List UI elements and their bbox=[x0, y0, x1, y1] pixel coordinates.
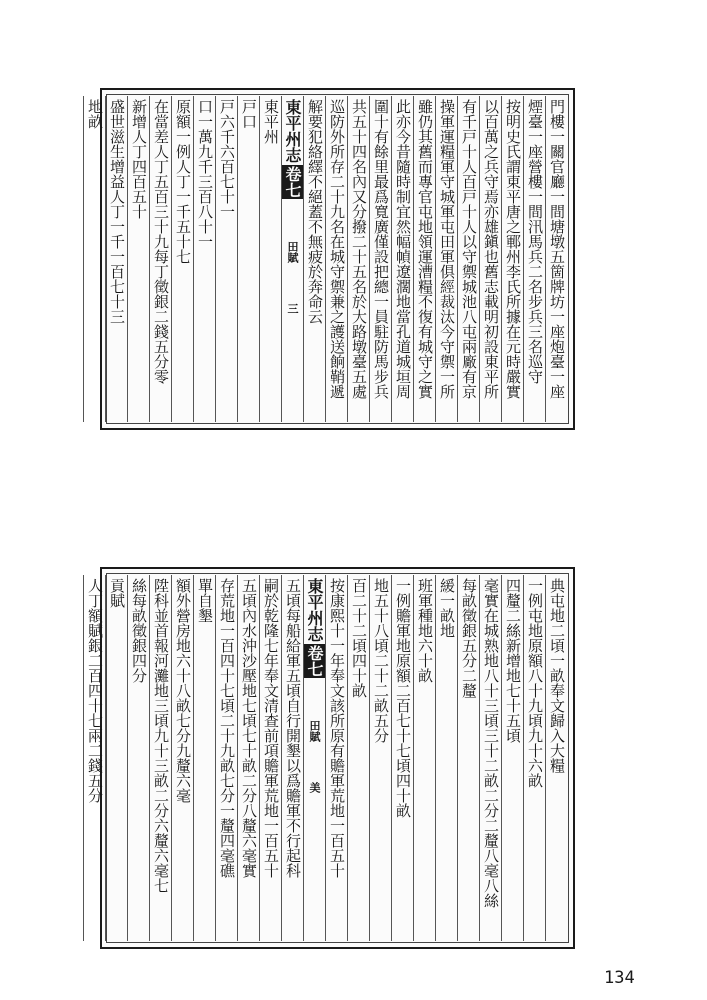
column-text: 人丁額賦銀二百四十七兩二錢五分 bbox=[86, 578, 104, 803]
bottom-leaf-column bbox=[545, 575, 567, 941]
column-text: 圍十有餘里最爲寬廣僅設把總一員駐防馬步兵 bbox=[372, 99, 390, 399]
top-leaf-column bbox=[435, 96, 457, 422]
top-leaf-column bbox=[259, 96, 281, 422]
folio-number: 三 bbox=[286, 303, 299, 314]
column-text: 一例贍軍地原額二百七十七頃四十畝 bbox=[394, 578, 412, 818]
bottom-leaf-column bbox=[523, 575, 545, 941]
column-text: 貢賦 bbox=[108, 578, 126, 608]
bottom-leaf-column bbox=[83, 575, 105, 941]
column-text: 盛世滋生增益人丁一千一百七十三 bbox=[108, 99, 126, 324]
column-text: 緩一畝地 bbox=[438, 578, 456, 638]
bottom-leaf-column bbox=[347, 575, 369, 941]
column-text: 地畝 bbox=[86, 99, 104, 129]
bottom-leaf-column bbox=[325, 575, 347, 941]
column-text: 東平州 bbox=[262, 99, 280, 144]
column-text: 煙臺一座營樓一間汛馬兵二名步兵三名巡守 bbox=[526, 99, 544, 384]
top-leaf-column bbox=[479, 96, 501, 422]
column-text: 典屯地二頃一畝奉文歸入大糧 bbox=[548, 578, 566, 773]
bottom-leaf-column bbox=[501, 575, 523, 941]
section-label: 田賦 bbox=[286, 241, 299, 263]
bottom-leaf-column bbox=[149, 575, 171, 941]
lower-leaf-columns bbox=[86, 575, 567, 941]
top-leaf-column bbox=[237, 96, 259, 422]
top-leaf-column bbox=[413, 96, 435, 422]
column-text: 百二十二頃四十畝 bbox=[350, 578, 368, 698]
column-text: 有千戸十人百戸十人以守禦城池八屯兩廠有京 bbox=[460, 99, 478, 399]
column-text: 嗣於乾隆七年奉文清查前項贍軍荒地一百五十 bbox=[262, 578, 280, 878]
column-text: 五頃內水沖沙壓地七頃七十畝二分八釐六毫實 bbox=[240, 578, 258, 878]
top-leaf-column bbox=[325, 96, 347, 422]
top-leaf-column bbox=[127, 96, 149, 422]
column-text: 此亦今昔隨時制宜然幅幀遼濶地當孔道城垣周 bbox=[394, 99, 412, 399]
column-text: 雖仍其舊而專官屯地領運漕糧不復有城守之實 bbox=[416, 99, 434, 399]
column-text: 單自墾 bbox=[196, 578, 214, 623]
bottom-leaf-column bbox=[479, 575, 501, 941]
top-leaf-column bbox=[347, 96, 369, 422]
column-text: 操軍運糧軍守城軍屯田軍俱經裁汰今守禦一所 bbox=[438, 99, 456, 399]
column-text: 按康熙十一年奉文該所原有贍軍荒地一百五十 bbox=[328, 578, 346, 878]
bottom-leaf-column bbox=[369, 575, 391, 941]
column-text: 按明史氏謂東平唐之鄆州李氏所據在元時嚴實 bbox=[504, 99, 522, 399]
folio-number: 美 bbox=[308, 782, 321, 793]
bottom-leaf-column bbox=[237, 575, 259, 941]
column-text: 原額一例人丁一千五十七 bbox=[174, 99, 192, 264]
upper-leaf-columns bbox=[86, 96, 567, 422]
column-text: 地五十八頃二十二畝五分 bbox=[372, 578, 390, 743]
bottom-leaf-column bbox=[127, 575, 149, 941]
book-title: 東平州志 bbox=[283, 99, 302, 163]
bottom-leaf-column bbox=[259, 575, 281, 941]
bottom-leaf-column bbox=[281, 575, 303, 941]
column-text: 五頃每船給軍五頃自行開墾以爲贍軍不行起科 bbox=[284, 578, 302, 878]
top-leaf-column bbox=[83, 96, 105, 422]
column-text: 口一萬九千三百八十一 bbox=[196, 99, 214, 249]
bottom-leaf-column bbox=[193, 575, 215, 941]
bottom-leaf-column bbox=[435, 575, 457, 941]
column-text: 巡防外所存二十九名在城守禦兼之護送餉鞘遞 bbox=[328, 99, 346, 399]
upper-leaf bbox=[86, 88, 575, 430]
bottom-leaf-column bbox=[391, 575, 413, 941]
top-leaf-column bbox=[501, 96, 523, 422]
top-leaf-column bbox=[171, 96, 193, 422]
column-text: 陞科並首報河灘地三頃九十三畝二分六釐六毫七 bbox=[152, 578, 170, 893]
column-text: 以百萬之兵守焉亦雄鎭也舊志載明初設東平所 bbox=[482, 99, 500, 399]
lower-leaf bbox=[86, 567, 575, 949]
top-leaf-column bbox=[105, 96, 127, 422]
top-leaf-column bbox=[303, 96, 325, 422]
column-text: 一例屯地原額八十九頃九十六畝 bbox=[526, 578, 544, 788]
column-text: 存荒地一百四十七頃二十九畝七分一釐四毫礁 bbox=[218, 578, 236, 878]
column-text: 額外營房地六十八畝七分九釐六毫 bbox=[174, 578, 192, 803]
top-leaf-column bbox=[193, 96, 215, 422]
top-leaf-column bbox=[457, 96, 479, 422]
bottom-leaf-column bbox=[303, 575, 325, 941]
column-text: 新增人丁四百五十 bbox=[130, 99, 148, 219]
column-text: 每畝徵銀五分二釐 bbox=[460, 578, 478, 698]
top-leaf-column bbox=[281, 96, 303, 422]
bottom-leaf-column bbox=[105, 575, 127, 941]
section-label: 田賦 bbox=[308, 720, 321, 742]
top-leaf-column bbox=[369, 96, 391, 422]
top-leaf-column bbox=[391, 96, 413, 422]
book-title: 東平州志 bbox=[305, 578, 324, 642]
column-text: 班軍種地六十畝 bbox=[416, 578, 434, 683]
bottom-leaf-column bbox=[457, 575, 479, 941]
column-text: 在當差人丁五百三十九每丁徵銀二錢五分零 bbox=[152, 99, 170, 384]
bottom-leaf-column bbox=[413, 575, 435, 941]
column-text: 門樓一關官廳一間塘墩五箇牌坊一座炮臺一座 bbox=[548, 99, 566, 399]
column-text: 戸六千六百七十一 bbox=[218, 99, 236, 219]
column-text: 毫實在城熟地八十三頃三十二畝二分二釐八毫八絲 bbox=[482, 578, 500, 908]
top-leaf-column bbox=[149, 96, 171, 422]
top-leaf-column bbox=[523, 96, 545, 422]
page-number: 134 bbox=[604, 968, 635, 988]
top-leaf-column bbox=[215, 96, 237, 422]
column-text: 解要犯絡繹不絕蓋不無疲於奔命云 bbox=[306, 99, 324, 324]
bottom-leaf-column bbox=[171, 575, 193, 941]
column-text: 絲每畝徵銀四分 bbox=[130, 578, 148, 683]
column-text: 共五十四名內又分撥二十五名於大路墩臺五處 bbox=[350, 99, 368, 399]
bottom-leaf-column bbox=[215, 575, 237, 941]
column-text: 戸口 bbox=[240, 99, 258, 129]
top-leaf-column bbox=[545, 96, 567, 422]
volume-badge: 卷七 bbox=[305, 645, 324, 677]
volume-badge: 卷七 bbox=[283, 166, 302, 198]
column-text: 四釐二絲新增地七十五頃 bbox=[504, 578, 522, 743]
